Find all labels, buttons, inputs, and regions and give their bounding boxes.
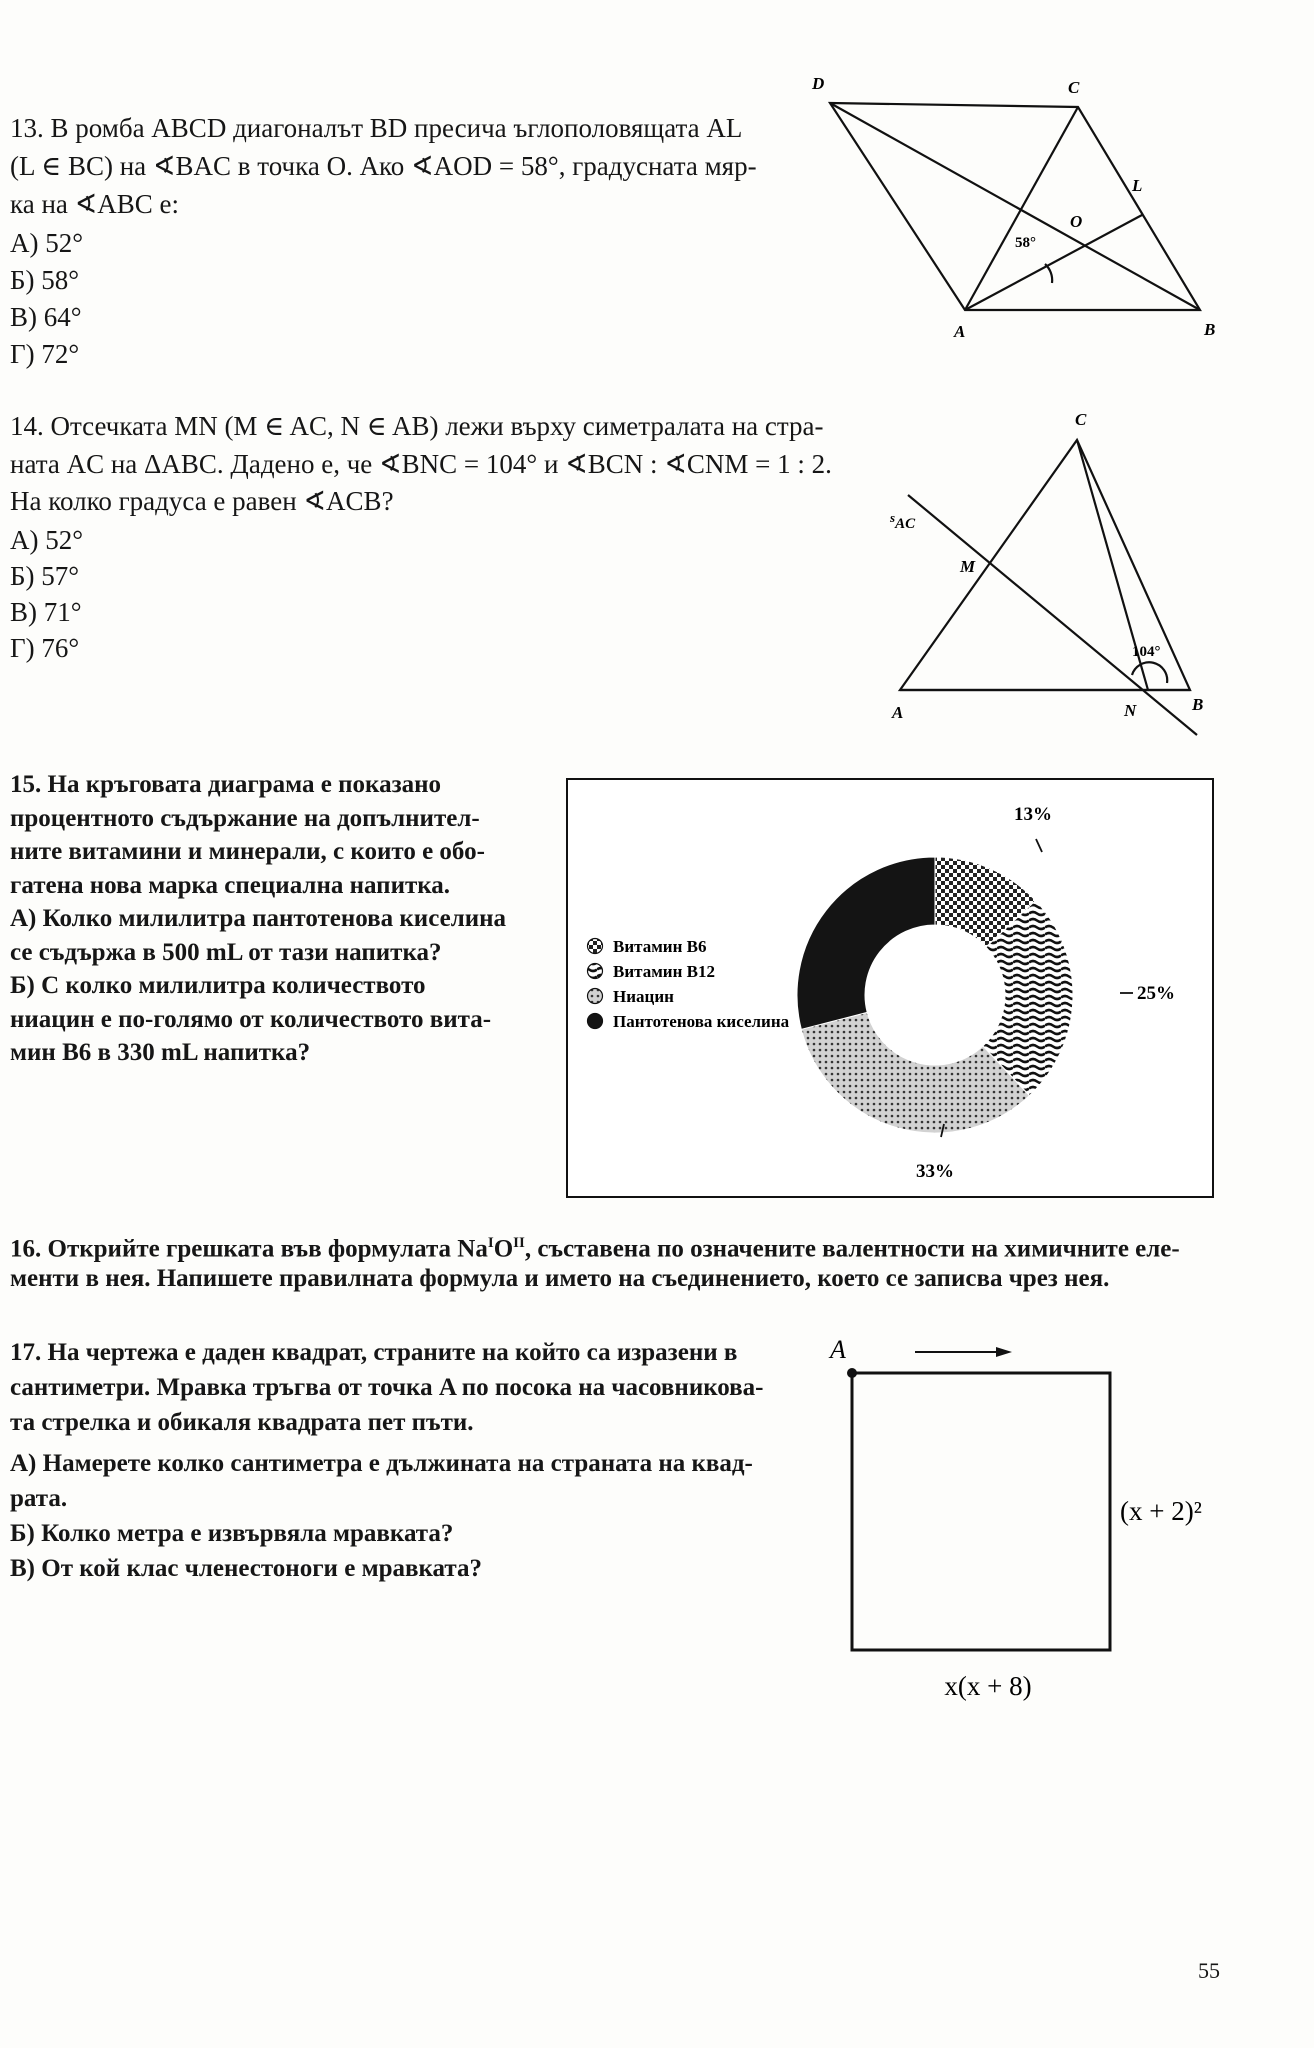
q14-label-n: N — [1124, 701, 1137, 720]
q14-option-d: Г) 76° — [10, 633, 80, 663]
q17-text-3: та стрелка и обикаля квадрата пет пъти. — [10, 1409, 474, 1436]
q15-text-8: ниацин е по-голямо от количеството вита- — [10, 1005, 492, 1033]
q13-label-a: A — [954, 322, 966, 341]
q15-text-3: ните витамини и минерали, с които е обо- — [10, 838, 485, 865]
q14-label-b: B — [1192, 695, 1204, 714]
q16-text-pre: Открийте грешката във формулата Na — [47, 1235, 488, 1263]
q17-number: 17. — [10, 1339, 42, 1366]
legend-label-1: Витамин B12 — [613, 962, 715, 981]
page-number: 55 — [1198, 1958, 1220, 1983]
q15-text-2: процентното съдържание на допълнител- — [10, 804, 480, 832]
q13-option-b: Б) 58° — [10, 265, 80, 295]
q17-text-6: Б) Колко метра е извървяла мравката? — [10, 1520, 454, 1547]
legend-marker-3 — [588, 1014, 603, 1029]
legend-label-2: Ниацин — [613, 987, 674, 1006]
point-a-dot — [847, 1368, 857, 1378]
direction-arrow-icon — [996, 1347, 1012, 1357]
q13-text-3: ка на ∢ABC е: — [10, 189, 180, 219]
q13-label-l: L — [1132, 176, 1143, 195]
q14-option-c: В) 71° — [10, 597, 82, 627]
q14-label-s — [889, 510, 916, 532]
pct-label-13: 13% — [1014, 804, 1052, 825]
q17-text-4: А) Намерете колко сантиметра е дължината на страната на квад- — [10, 1450, 753, 1477]
q15-text-block — [10, 768, 520, 1070]
q14-label-a: A — [892, 703, 904, 722]
q14-triangle-figure — [870, 400, 1250, 745]
q14-label-s-main: s — [890, 510, 896, 525]
q16-oxygen: O — [493, 1235, 514, 1263]
legend-marker-1 — [588, 964, 603, 979]
q15-line-1 — [10, 768, 520, 802]
q14-option-a: А) 52° — [10, 525, 84, 555]
q13-label-d: D — [812, 74, 825, 93]
q13-rhombus-figure — [800, 65, 1240, 355]
q13-number: 13. — [10, 113, 44, 143]
q15-text-4: гатена нова марка специална напитка. — [10, 871, 451, 899]
q15-donut-chart — [565, 777, 1215, 1199]
q13-option-c: В) 64° — [10, 302, 82, 332]
q17-text-1: На чертежа е даден квадрат, страните на който са изразени в — [47, 1339, 738, 1366]
q15-text-5: А) Колко милилитра пантотенова киселина — [10, 905, 507, 932]
q13-label-c: C — [1068, 78, 1080, 97]
legend-marker-0 — [588, 939, 603, 954]
q14-line1 — [10, 408, 824, 444]
q14-text-2: ната AC на ΔABC. Дадено е, че ∢BNC = 104° и ∢BCN : ∢CNM = 1 : 2. — [10, 449, 832, 479]
q16-text-2: менти в нея. Напишете правилната формула и името на съединението, което се записва чрез нея. — [10, 1265, 1110, 1292]
q17-text-7: В) От кой клас членестоноги е мравката? — [10, 1555, 482, 1582]
q14-label-c: C — [1075, 410, 1087, 429]
q16-line-1 — [10, 1226, 1180, 1266]
q16-valence-na: I — [487, 1235, 494, 1251]
q14-angle-104: 104° — [1132, 644, 1161, 660]
q14-label-s-sub: AC — [895, 516, 916, 532]
q13-label-o: O — [1070, 212, 1083, 231]
q17-text-block — [10, 1335, 764, 1586]
q13-angle-58: 58° — [1015, 235, 1036, 251]
q14-number: 14. — [10, 411, 44, 441]
q14-text-3: На колко градуса е равен ∢ACB? — [10, 486, 394, 516]
q13-option-a: А) 52° — [10, 228, 84, 258]
q13-option-d: Г) 72° — [10, 339, 80, 369]
q15-text-1: На кръговата диаграма е показано — [47, 771, 442, 798]
q15-text-6: се съдържа в 500 mL от тази напитка? — [10, 938, 442, 966]
pct-label-25: 25% — [1137, 983, 1175, 1004]
q16-number: 16. — [10, 1235, 42, 1263]
q17-bottom-side-label: x(x + 8) — [944, 1671, 1032, 1701]
q15-text-7: Б) С колко милилитра количеството — [10, 972, 426, 999]
legend-label-3: Пантотенова киселина — [613, 1012, 790, 1031]
q13-line1 — [10, 110, 742, 146]
q14-text-1: Отсечката MN (M ∈ AC, N ∈ AB) лежи върху симетралата на стра- — [50, 411, 824, 441]
q16-valence-o: II — [513, 1235, 525, 1251]
pct-label-33: 33% — [916, 1161, 954, 1182]
q14-label-m: M — [960, 557, 976, 576]
q14-option-b: Б) 57° — [10, 561, 80, 591]
q17-text-5: рата. — [10, 1485, 68, 1512]
square — [852, 1373, 1110, 1650]
q17-text-2: сантиметри. Мравка тръгва от точка A по посока на часовникова- — [10, 1374, 764, 1401]
q16-text-post: , съставена по означените валентности на химичните еле- — [524, 1235, 1180, 1263]
q15-number: 15. — [10, 771, 42, 798]
legend-marker-2 — [588, 989, 603, 1004]
q17-right-side-label: (x + 2)² — [1120, 1496, 1202, 1526]
q13-text-2: (L ∈ BC) на ∢BAC в точка O. Ако ∢AOD = 58°, градусната мяр- — [10, 151, 757, 181]
q17-label-a: A — [830, 1335, 846, 1364]
q17-line-1 — [10, 1335, 764, 1370]
q13-text-1: В ромба ABCD диагоналът BD пресича ъглополовящата AL — [50, 113, 743, 143]
q17-square-figure — [820, 1330, 1240, 1710]
legend-label-0: Витамин B6 — [613, 937, 707, 956]
q15-text-9: мин B6 в 330 mL напитка? — [10, 1039, 311, 1066]
q13-label-b: B — [1204, 320, 1216, 339]
